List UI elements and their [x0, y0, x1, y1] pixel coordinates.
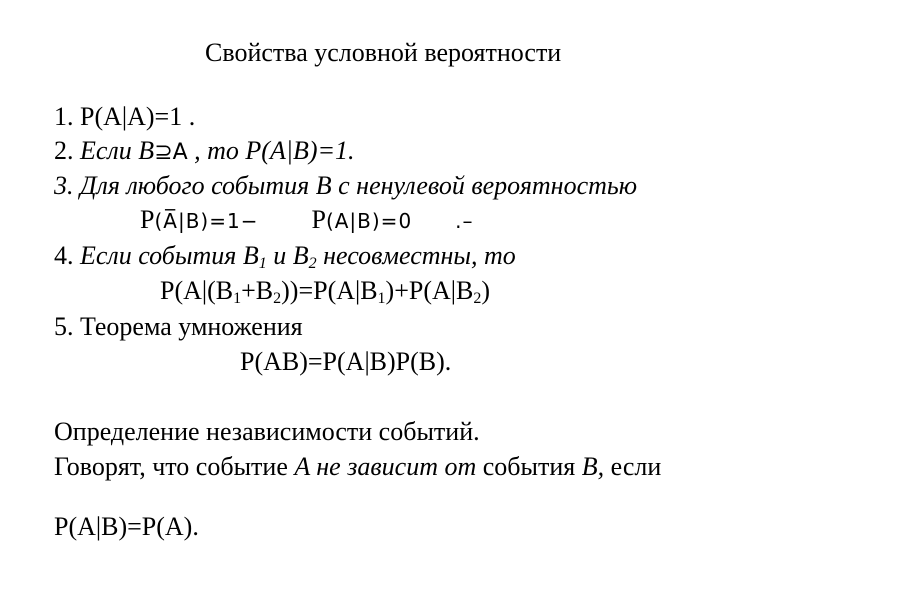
- definition-heading: Определение независимости событий.: [54, 417, 480, 446]
- formula-part-d: )+P(A|B: [385, 276, 474, 305]
- definition-text-d: B,: [581, 452, 605, 481]
- property-5-formula: P(AB)=P(A|B)P(B).: [240, 347, 452, 376]
- definition-sentence: [54, 452, 661, 482]
- property-1: 1. P(A|A)=1 .: [54, 102, 196, 131]
- slide-title: Свойства условной вероятности: [205, 38, 562, 67]
- definition-formula: P(A|B)=P(A).: [54, 512, 199, 541]
- property-4-number: 4.: [54, 241, 80, 270]
- property-3-formula: [140, 205, 474, 236]
- property-4-text-c: несовместны, то: [316, 241, 516, 270]
- property-4-text-a: Если события B: [80, 241, 259, 270]
- subset-symbol: ⊇A: [154, 140, 188, 165]
- formula-p-left: P: [140, 205, 155, 234]
- definition-text-b: A не зависит от: [294, 452, 477, 481]
- property-4-sub-1: 1: [258, 255, 267, 272]
- formula-sub-4: 2: [473, 290, 482, 307]
- property-4-formula: [160, 276, 490, 306]
- formula-sub-2: 2: [273, 290, 282, 307]
- property-4: [54, 241, 516, 271]
- property-2-text-b: , то P(A|B)=1.: [187, 136, 355, 165]
- formula-part-a: P(A|(B: [160, 276, 234, 305]
- definition-text-c: события: [476, 452, 582, 481]
- property-3: 3. Для любого события B с ненулевой вероятностью: [54, 171, 638, 200]
- formula-sub-1: 1: [233, 290, 242, 307]
- formula-sub-3: 1: [377, 290, 386, 307]
- definition-text-a: Говорят, что событие: [54, 452, 295, 481]
- formula-part-b: +B: [241, 276, 274, 305]
- formula-part-e: ): [481, 276, 490, 305]
- property-2-number: 2.: [54, 136, 80, 165]
- formula-tail-glyphs: .–: [455, 209, 474, 233]
- property-5: 5. Теорема умножения: [54, 312, 303, 341]
- definition-text-e: если: [604, 452, 662, 481]
- formula-left-glyphs: (A̅|B)=1−: [154, 209, 259, 233]
- formula-part-c: ))=P(A|B: [281, 276, 378, 305]
- property-4-sub-2: 2: [308, 255, 317, 272]
- property-2: [54, 136, 355, 168]
- formula-right-glyphs: (A|B)=0: [325, 209, 413, 233]
- property-4-text-b: и B: [266, 241, 309, 270]
- formula-p-right: P: [311, 205, 326, 234]
- property-2-text-a: Если B: [80, 136, 155, 165]
